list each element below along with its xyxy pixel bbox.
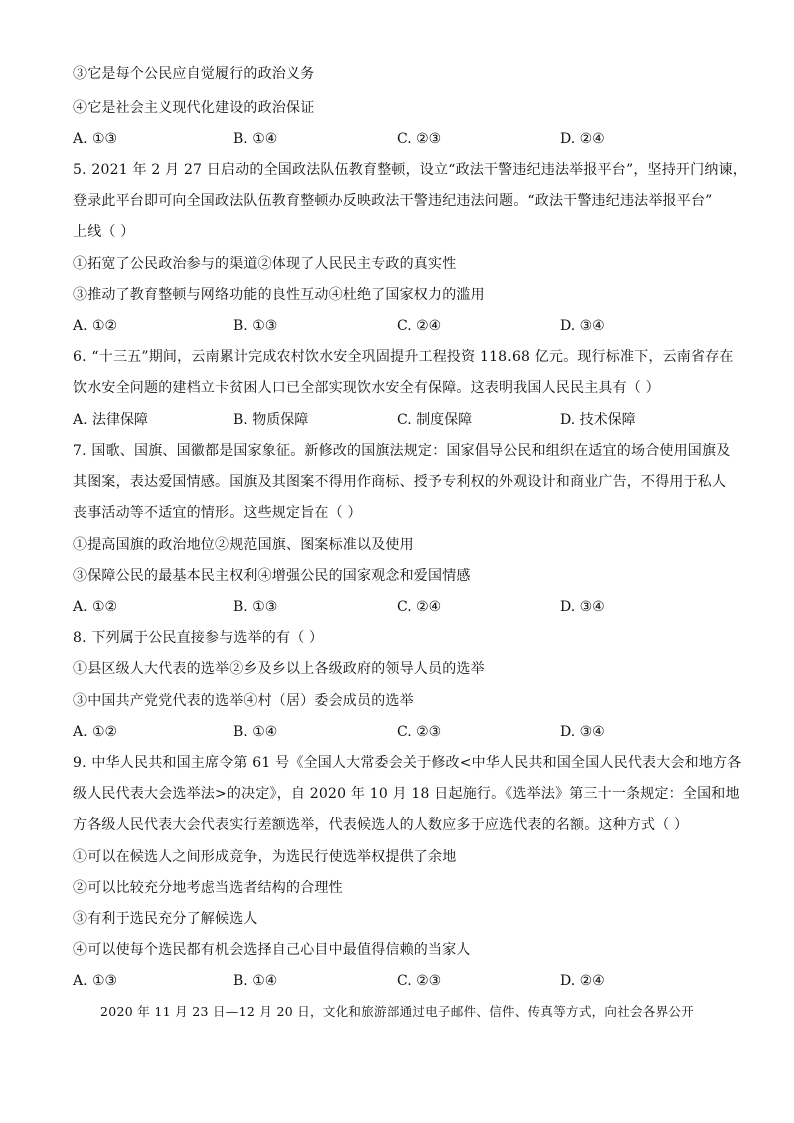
- option-b[interactable]: B. 物质保障: [233, 412, 309, 428]
- option-c[interactable]: C. ②③: [397, 724, 442, 740]
- q8-statements-1: ①县区级人大代表的选举②乡及乡以上各级政府的领导人员的选举: [73, 661, 485, 677]
- statement-4: ④它是社会主义现代化建设的政治保证: [73, 100, 315, 116]
- q9-statement-4: ④可以使每个选民都有机会选择自己心目中最值得信赖的当家人: [73, 942, 471, 958]
- q8-statements-2: ③中国共产党党代表的选举④村（居）委会成员的选举: [73, 693, 414, 709]
- option-d[interactable]: D. 技术保障: [560, 412, 636, 428]
- option-a[interactable]: A. ①②: [73, 318, 118, 334]
- q7-statements-1: ①提高国旗的政治地位②规范国旗、图案标准以及使用: [73, 537, 414, 553]
- q5-stem-line-1: 5. 2021 年 2 月 27 日启动的全国政法队伍教育整顿，设立“政法干警违纪违法举报平台”，坚持开门纳谏，: [73, 162, 747, 178]
- q5-options: [73, 316, 733, 336]
- option-a[interactable]: A. ①③: [73, 973, 118, 989]
- option-b[interactable]: B. ①④: [233, 973, 278, 989]
- option-d[interactable]: D. ③④: [560, 318, 605, 334]
- q9-stem-line-2: 级人民代表大会选举法>的决定》，自 2020 年 10 月 18 日起施行。《选举法》第三十一条规定：全国和地: [73, 786, 740, 802]
- option-b[interactable]: B. ①④: [233, 724, 278, 740]
- option-d[interactable]: D. ②④: [560, 131, 605, 147]
- option-b[interactable]: B. ①③: [233, 599, 278, 615]
- q8-options: [73, 722, 733, 742]
- q4-options: [73, 129, 733, 149]
- q7-stem-line-1: 7. 国歌、国旗、国徽都是国家象征。新修改的国旗法规定：国家倡导公民和组织在适宜的场合使用国旗及: [73, 443, 731, 459]
- q9-options: [73, 971, 733, 991]
- q5-stem-line-3: 上线（ ）: [73, 224, 135, 240]
- q8-stem: 8. 下列属于公民直接参与选举的有（ ）: [73, 630, 324, 646]
- q9-stem-line-1: 9. 中华人民共和国主席令第 61 号《全国人大常委会关于修改<中华人民共和国全国人民代表大会和地方各: [73, 755, 742, 771]
- q6-stem-line-1: 6. “十三五”期间，云南累计完成农村饮水安全巩固提升工程投资 118.68 亿元。现行标准下，云南省存在: [73, 349, 734, 365]
- q9-statement-1: ①可以在候选人之间形成竞争，为选民行使选举权提供了余地: [73, 849, 457, 865]
- q5-stem-line-2: 登录此平台即可向全国政法队伍教育整顿办反映政法干警违纪违法问题。“政法干警违纪违法举报平台”: [73, 193, 713, 209]
- option-c[interactable]: C. ②③: [397, 131, 442, 147]
- option-c[interactable]: C. ②④: [397, 318, 442, 334]
- option-a[interactable]: A. ①②: [73, 599, 118, 615]
- q7-options: [73, 597, 733, 617]
- option-a[interactable]: A. ①③: [73, 131, 118, 147]
- q9-statement-2: ②可以比较充分地考虑当选者结构的合理性: [73, 880, 343, 896]
- q7-stem-line-2: 其图案，表达爱国情感。国旗及其图案不得用作商标、授予专利权的外观设计和商业广告，不得用于私人: [73, 474, 727, 490]
- q9-stem-line-3: 方各级人民代表大会代表实行差额选举，代表候选人的人数应多于应选代表的名额。这种方式（ ）: [73, 817, 689, 833]
- next-question-passage: 2020 年 11 月 23 日—12 月 20 日，文化和旅游部通过电子邮件、信件、传真等方式，向社会各界公开: [100, 1004, 695, 1019]
- option-d[interactable]: D. ③④: [560, 724, 605, 740]
- option-a[interactable]: A. ①②: [73, 724, 118, 740]
- q7-stem-line-3: 丧事活动等不适宜的情形。这些规定旨在（ ）: [73, 505, 362, 521]
- option-c[interactable]: C. 制度保障: [397, 412, 473, 428]
- option-b[interactable]: B. ①③: [233, 318, 278, 334]
- q5-statements-1: ①拓宽了公民政治参与的渠道②体现了人民民主专政的真实性: [73, 256, 457, 272]
- q7-statements-2: ③保障公民的最基本民主权利④增强公民的国家观念和爱国情感: [73, 568, 471, 584]
- option-c[interactable]: C. ②③: [397, 973, 442, 989]
- option-d[interactable]: D. ③④: [560, 599, 605, 615]
- statement-3: ③它是每个公民应自觉履行的政治义务: [73, 66, 315, 82]
- q6-stem-line-2: 饮水安全问题的建档立卡贫困人口已全部实现饮水安全有保障。这表明我国人民民主具有（ ）: [73, 380, 660, 396]
- option-c[interactable]: C. ②④: [397, 599, 442, 615]
- q9-statement-3: ③有利于选民充分了解候选人: [73, 911, 258, 927]
- q5-statements-2: ③推动了教育整顿与网络功能的良性互动④杜绝了国家权力的滥用: [73, 287, 485, 303]
- option-a[interactable]: A. 法律保障: [73, 412, 149, 428]
- q6-options: [73, 410, 733, 430]
- option-b[interactable]: B. ①④: [233, 131, 278, 147]
- option-d[interactable]: D. ②④: [560, 973, 605, 989]
